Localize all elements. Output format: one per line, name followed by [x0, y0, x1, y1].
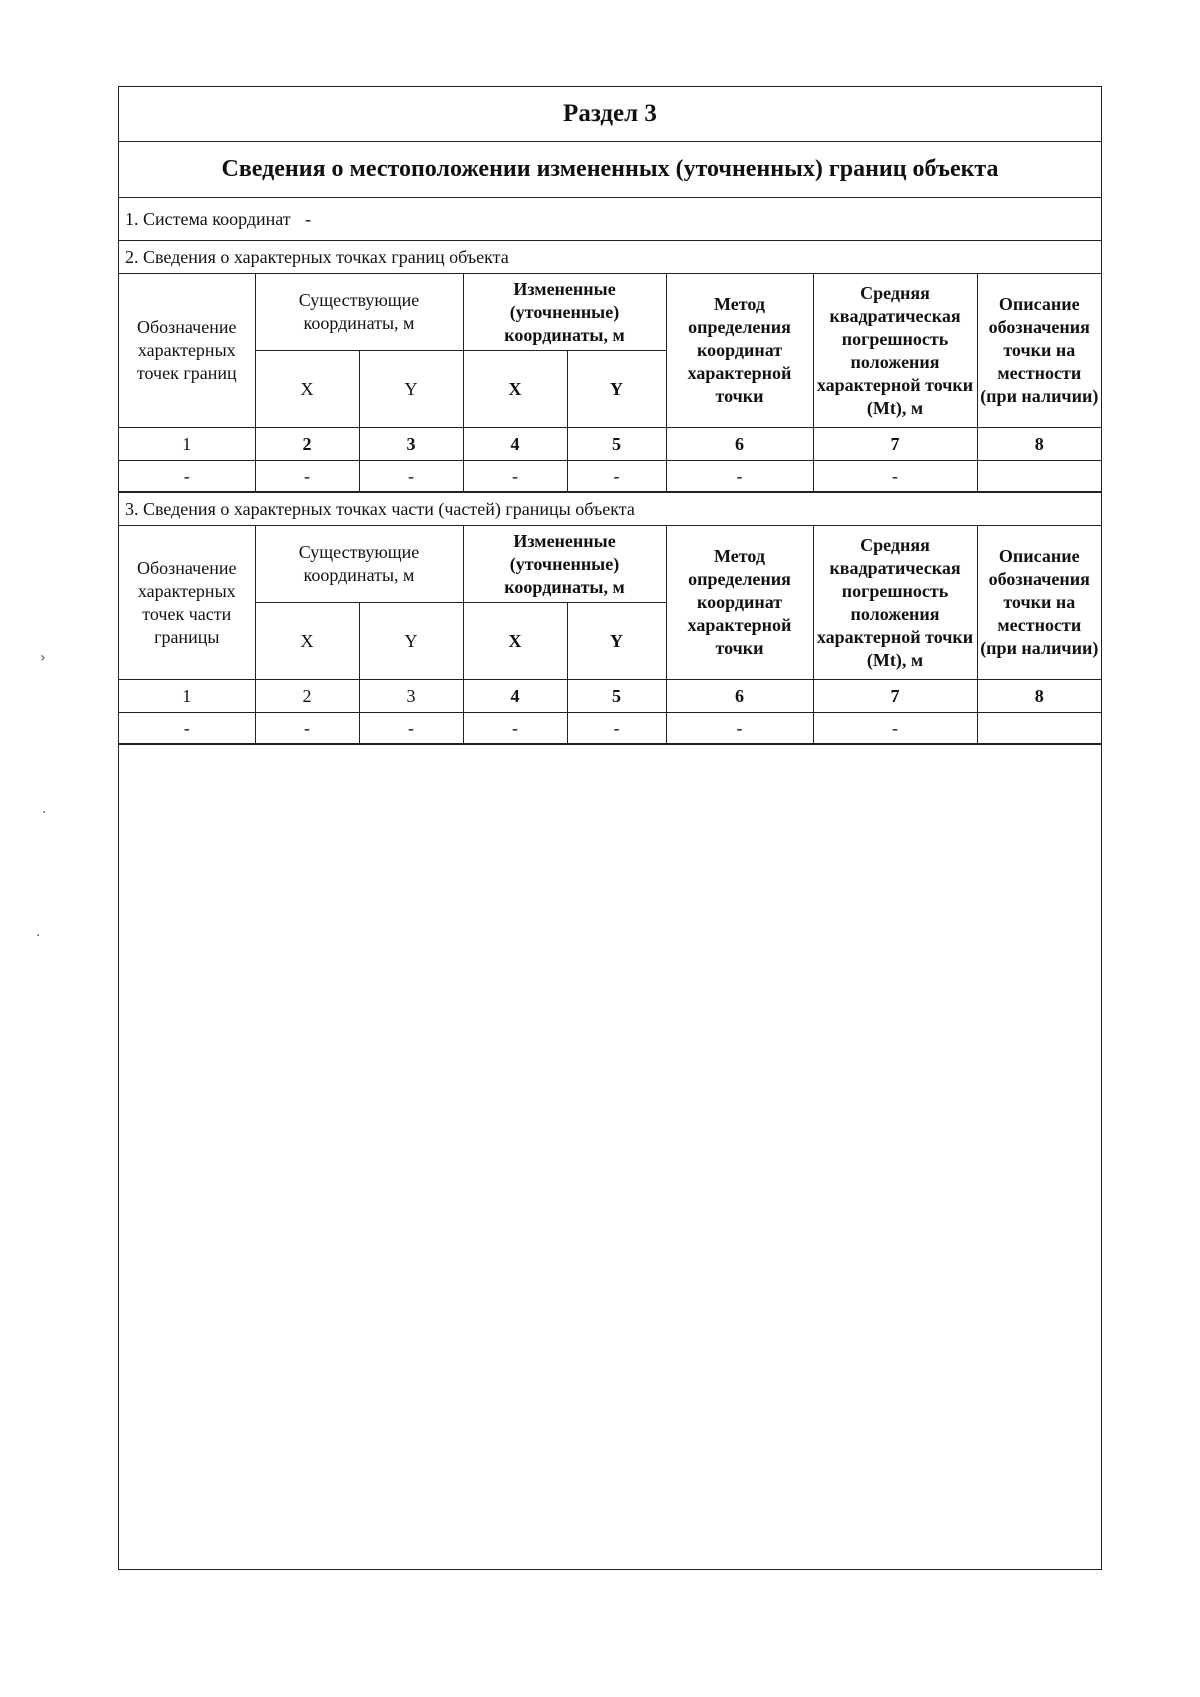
table1-num-cell: 2	[255, 428, 359, 461]
table1-cell: -	[813, 461, 977, 492]
section-title: Раздел 3	[119, 87, 1101, 142]
table1-header-error: Средняя квадратическая погрешность положения характерной точки (Mt), м	[813, 274, 977, 428]
table1-header-changed: Измененные (уточненные) координаты, м	[463, 274, 666, 351]
table2-bottom-rule	[119, 744, 1101, 745]
table2-num-cell: 5	[567, 680, 666, 713]
table1-sub-y-changed: Y	[567, 351, 666, 428]
table2-num-cell: 6	[666, 680, 813, 713]
table2-num-cell: 4	[463, 680, 567, 713]
coord-system-line	[119, 198, 1101, 241]
section-subtitle: Сведения о местоположении измененных (уточненных) границ объекта	[119, 142, 1101, 198]
coord-system-value: -	[305, 209, 312, 229]
table2-num-cell: 3	[359, 680, 463, 713]
table-row	[119, 461, 1101, 492]
table2-sub-y-existing: Y	[359, 603, 463, 680]
table2-cell: -	[567, 713, 666, 744]
table2-header-description: Описание обозначения точки на местности (при наличии)	[977, 526, 1101, 680]
table2-header-error: Средняя квадратическая погрешность положения характерной точки (Mt), м	[813, 526, 977, 680]
table2-header-existing: Существующие координаты, м	[255, 526, 463, 603]
table2-cell	[977, 713, 1101, 744]
coord-system-label: 1. Система координат	[125, 209, 291, 229]
table1-cell: -	[567, 461, 666, 492]
scan-artifact: ›	[40, 650, 46, 666]
table2-header-changed: Измененные (уточненные) координаты, м	[463, 526, 666, 603]
scan-artifact: ·	[36, 928, 41, 944]
table1-cell: -	[359, 461, 463, 492]
scan-artifact: ·	[42, 805, 47, 821]
table2-sub-y-changed: Y	[567, 603, 666, 680]
table2-header-method: Метод определения координат характерной точки	[666, 526, 813, 680]
table1-num-cell: 4	[463, 428, 567, 461]
document-frame	[118, 86, 1102, 1570]
table2-cell: -	[463, 713, 567, 744]
table1-header-designation: Обозначение характерных точек границ	[119, 274, 255, 428]
table1-header-existing: Существующие координаты, м	[255, 274, 463, 351]
table1-header-description: Описание обозначения точки на местности (при наличии)	[977, 274, 1101, 428]
table-row	[119, 713, 1101, 744]
table1-number-row	[119, 428, 1101, 461]
table1-cell: -	[666, 461, 813, 492]
table1-cell: -	[255, 461, 359, 492]
table2	[119, 526, 1101, 744]
table2-num-cell: 2	[255, 680, 359, 713]
table2-cell: -	[359, 713, 463, 744]
table2-num-cell: 8	[977, 680, 1101, 713]
table1-num-cell: 8	[977, 428, 1101, 461]
table1-sub-x-changed: X	[463, 351, 567, 428]
table1-num-cell: 1	[119, 428, 255, 461]
table1-num-cell: 6	[666, 428, 813, 461]
table1-cell: -	[463, 461, 567, 492]
table2-cell: -	[255, 713, 359, 744]
table1	[119, 274, 1101, 492]
table1-num-cell: 5	[567, 428, 666, 461]
table1-header-method: Метод определения координат характерной точки	[666, 274, 813, 428]
table1-num-cell: 7	[813, 428, 977, 461]
table2-number-row	[119, 680, 1101, 713]
table2-caption: 3. Сведения о характерных точках части (частей) границы объекта	[119, 492, 1101, 526]
table2-num-cell: 1	[119, 680, 255, 713]
table1-sub-y-existing: Y	[359, 351, 463, 428]
table2-cell: -	[813, 713, 977, 744]
table2-sub-x-changed: X	[463, 603, 567, 680]
table2-sub-x-existing: X	[255, 603, 359, 680]
table1-caption: 2. Сведения о характерных точках границ объекта	[119, 241, 1101, 274]
table2-cell: -	[666, 713, 813, 744]
table1-cell: -	[119, 461, 255, 492]
table1-sub-x-existing: X	[255, 351, 359, 428]
table2-num-cell: 7	[813, 680, 977, 713]
table1-num-cell: 3	[359, 428, 463, 461]
table1-cell	[977, 461, 1101, 492]
table2-header-designation: Обозначение характерных точек части границы	[119, 526, 255, 680]
table2-cell: -	[119, 713, 255, 744]
